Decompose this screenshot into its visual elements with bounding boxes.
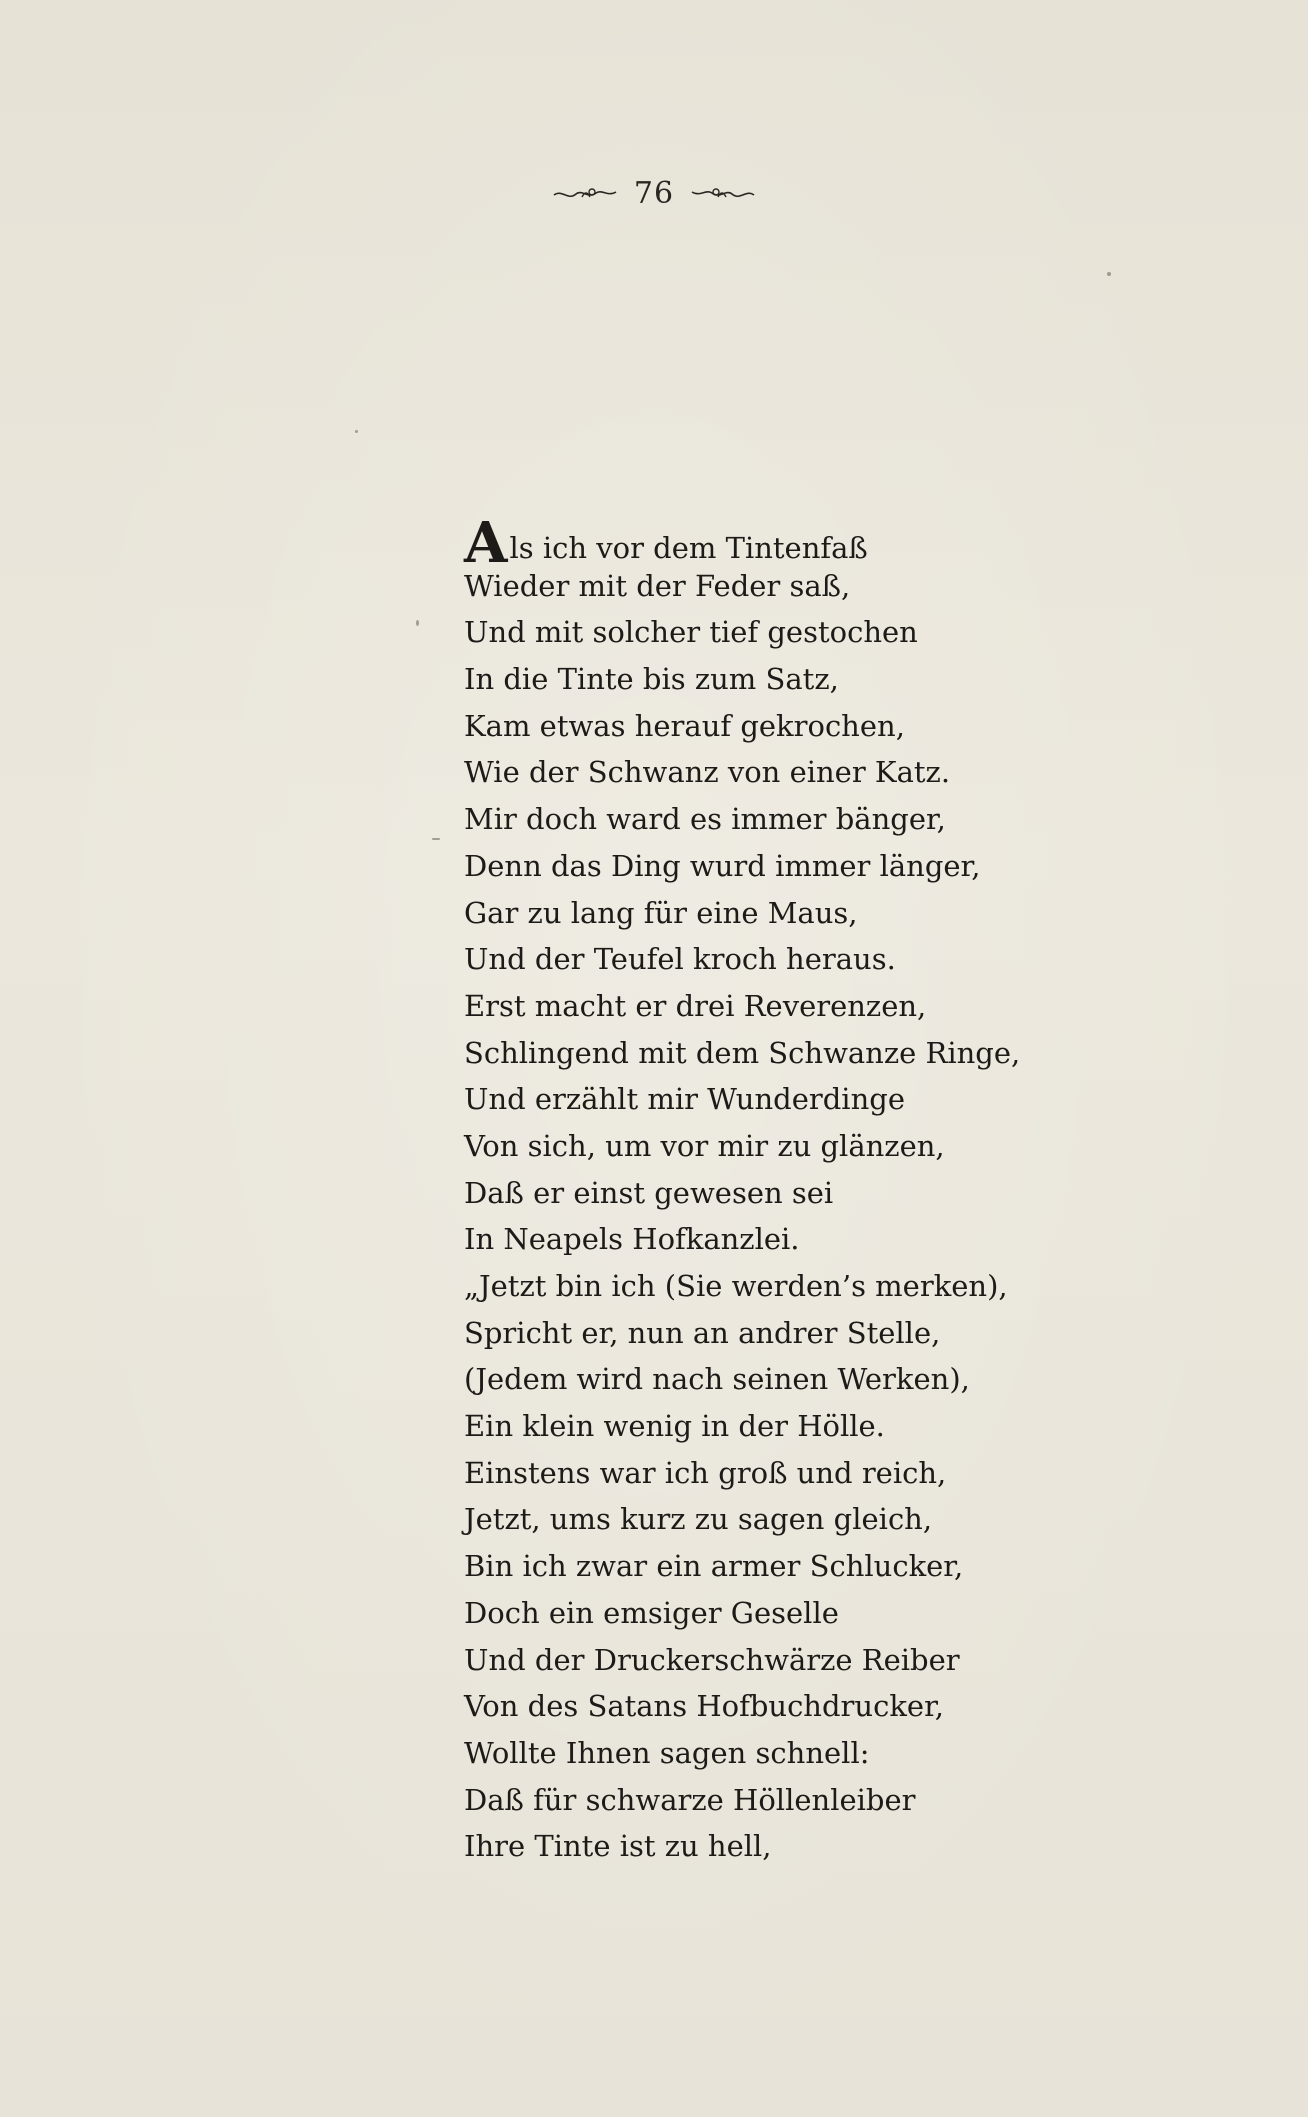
poem-line: Einstens war ich groß und reich, [464,1455,947,1490]
poem-line: Bin ich zwar ein armer Schlucker, [464,1549,964,1584]
poem-line: „Jetzt bin ich (Sie werden’s merken), [464,1269,1008,1303]
poem-line: Schlingend mit dem Schwanze Ringe, [464,1035,1021,1070]
poem-line: Gar zu lang für eine Maus, [464,895,858,930]
poem-line: Mir doch ward es immer bänger, [464,802,946,837]
poem-line: Von sich, um vor mir zu glänzen, [464,1128,945,1163]
page-number: 76 [633,176,675,211]
paper-speck [432,838,440,840]
poem-line: Ein klein wenig in der Hölle. [464,1409,885,1444]
poem-line: Und mit solcher tief gestochen [464,615,918,650]
poem-line: Und der Teufel kroch heraus. [464,942,896,977]
poem-line: Von des Satans Hofbuchdrucker, [464,1689,944,1724]
poem-line: In Neapels Hofkanzlei. [464,1222,800,1257]
poem-line: Spricht er, nun an andrer Stelle, [464,1315,941,1350]
poem-line: (Jedem wird nach seinen Werken), [464,1362,970,1397]
poem-line: Wieder mit der Feder saß, [464,568,851,603]
poem-line: Kam etwas herauf gekrochen, [464,708,905,743]
poem [464,510,1224,1870]
flourish-right-icon [690,183,756,205]
poem-line: Daß für schwarze Höllenleiber [464,1782,916,1817]
poem-line: Doch ein emsiger Geselle [464,1595,839,1630]
poem-line: Erst macht er drei Reverenzen, [464,988,927,1023]
poem-line: Wollte Ihnen sagen schnell: [464,1735,870,1770]
poem-line [464,510,1224,576]
poem-line: Denn das Ding wurd immer länger, [464,848,981,883]
paper-speck [355,430,358,433]
poem-line: Ihre Tinte ist zu hell, [464,1829,772,1864]
paper-speck [416,620,419,626]
paper-speck [1107,272,1111,276]
poem-line-text: ls ich vor dem Tintenfaß [509,531,868,565]
flourish-left-icon [552,183,618,205]
page-header [0,176,1308,211]
poem-line: Und der Druckerschwärze Reiber [464,1642,960,1677]
poem-line: Daß er einst gewesen sei [464,1175,834,1210]
poem-line: Wie der Schwanz von einer Katz. [464,755,951,790]
drop-initial: A [464,510,508,576]
poem-line: Jetzt, ums kurz zu sagen gleich, [464,1502,933,1537]
poem-line: Und erzählt mir Wunderdinge [464,1082,905,1117]
poem-line: In die Tinte bis zum Satz, [464,662,839,697]
